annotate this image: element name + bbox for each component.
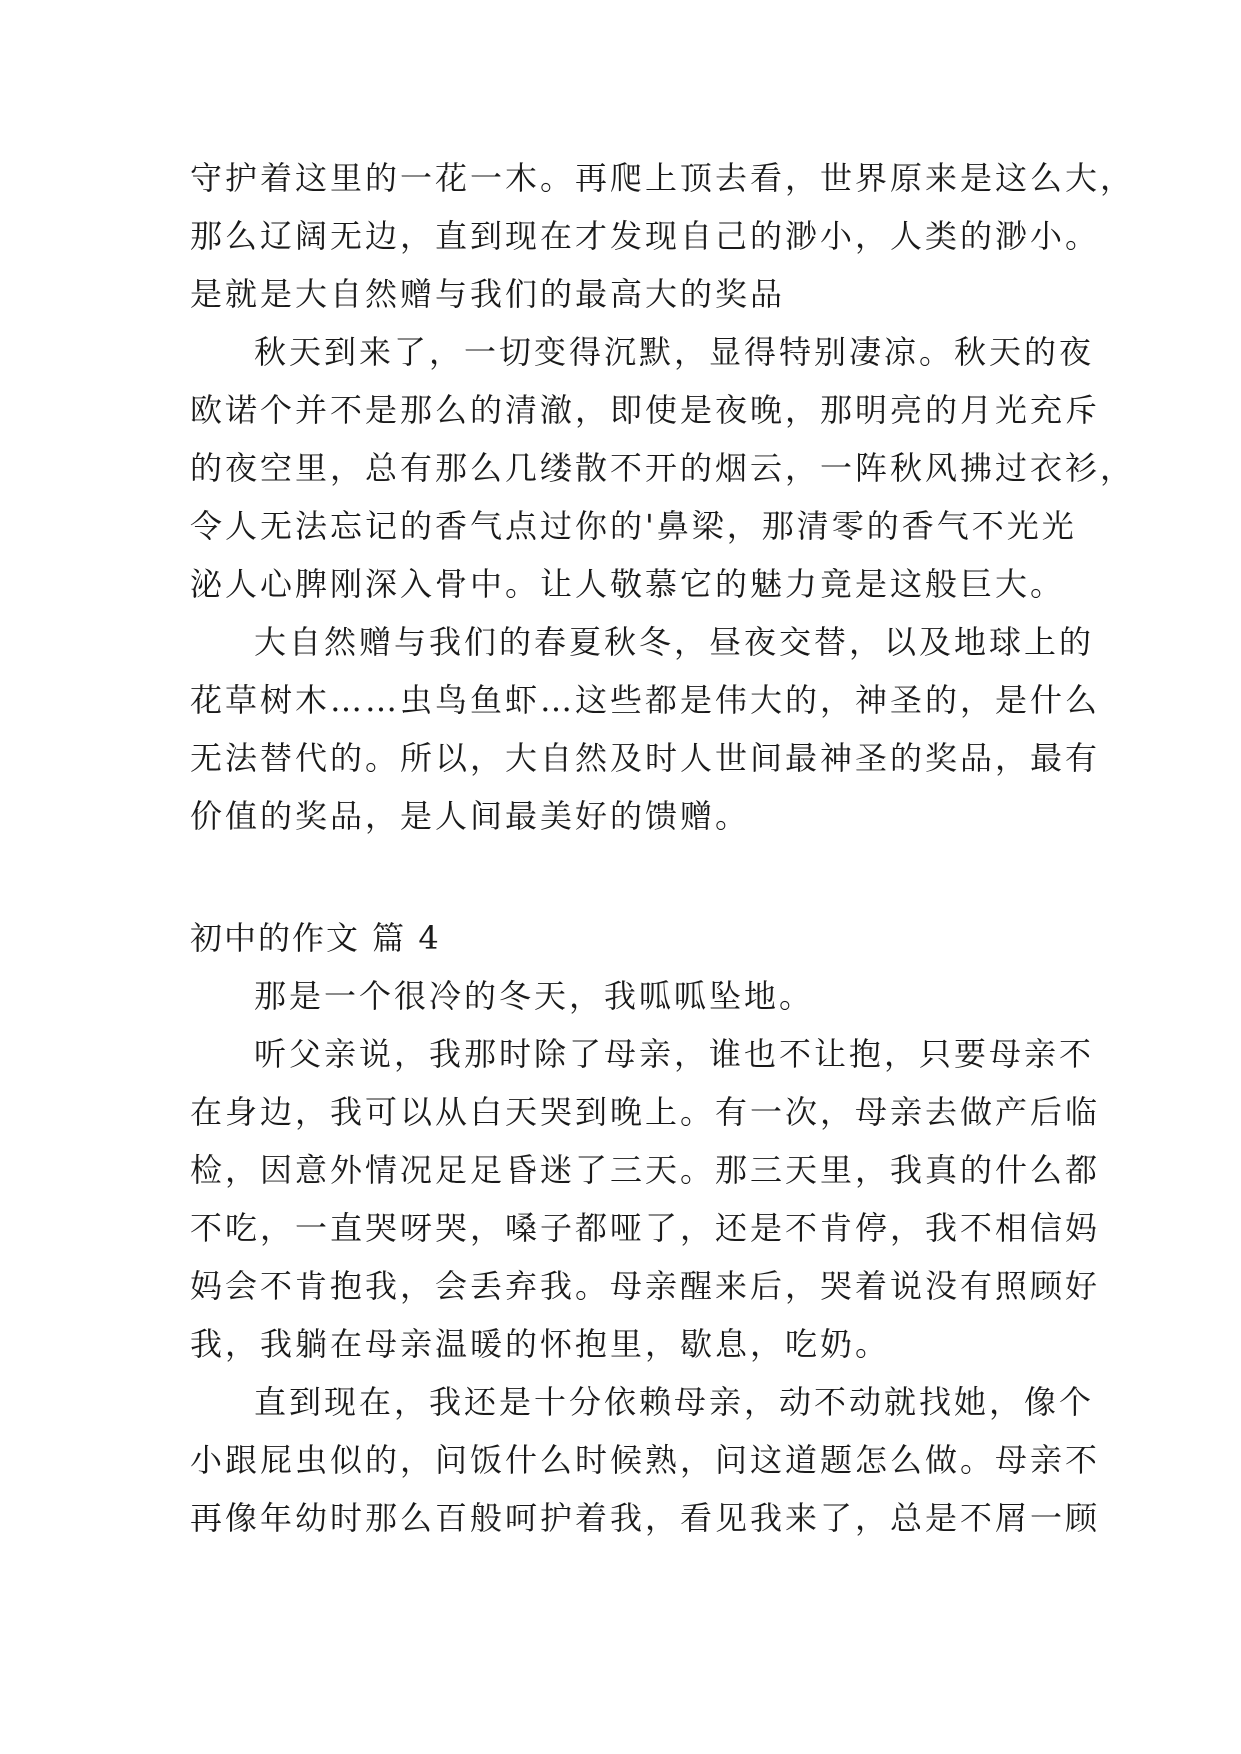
text-line: 在身边，我可以从白天哭到晚上。有一次，母亲去做产后临: [190, 1093, 1101, 1131]
text-line: 那是一个很冷的冬天，我呱呱坠地。: [254, 977, 815, 1015]
section-heading: 初中的作文 篇 4: [190, 919, 441, 957]
text-line: 不吃，一直哭呀哭，嗓子都哑了，还是不肯停，我不相信妈: [190, 1209, 1101, 1247]
text-line: 价值的奖品，是人间最美好的馈赠。: [190, 797, 751, 835]
text-line: 再像年幼时那么百般呵护着我，看见我来了，总是不屑一顾: [190, 1499, 1101, 1537]
text-line: 直到现在，我还是十分依赖母亲，动不动就找她，像个: [254, 1383, 1095, 1421]
text-line: 欧诺个并不是那么的清澈，即使是夜晚，那明亮的月光充斥: [190, 391, 1101, 429]
text-line: 无法替代的。所以，大自然及时人世间最神圣的奖品，最有: [190, 739, 1101, 777]
text-line: 花草树木……虫鸟鱼虾…这些都是伟大的，神圣的，是什么: [190, 681, 1101, 719]
text-line: 泌人心脾刚深入骨中。让人敬慕它的魅力竟是这般巨大。: [190, 565, 1066, 603]
text-line: 检，因意外情况足足昏迷了三天。那三天里，我真的什么都: [190, 1151, 1101, 1189]
text-line: 我，我躺在母亲温暖的怀抱里，歇息，吃奶。: [190, 1325, 891, 1363]
text-line: 听父亲说，我那时除了母亲，谁也不让抱，只要母亲不: [254, 1035, 1095, 1073]
text-line: 大自然赠与我们的春夏秋冬，昼夜交替，以及地球上的: [254, 623, 1095, 661]
text-line: 妈会不肯抱我，会丢弃我。母亲醒来后，哭着说没有照顾好: [190, 1267, 1101, 1305]
text-line: 的夜空里，总有那么几缕散不开的烟云，一阵秋风拂过衣衫，: [190, 449, 1136, 487]
text-line: 小跟屁虫似的，问饭什么时候熟，问这道题怎么做。母亲不: [190, 1441, 1101, 1479]
text-line: 那么辽阔无边，直到现在才发现自己的渺小，人类的渺小。: [190, 217, 1101, 255]
text-line: 守护着这里的一花一木。再爬上顶去看，世界原来是这么大，: [190, 159, 1136, 197]
text-line: 是就是大自然赠与我们的最高大的奖品: [190, 275, 786, 313]
text-line: 秋天到来了，一切变得沉默，显得特别凄凉。秋天的夜: [254, 333, 1095, 371]
text-line: 令人无法忘记的香气点过你的'鼻梁，那清零的香气不光光: [190, 507, 1077, 545]
